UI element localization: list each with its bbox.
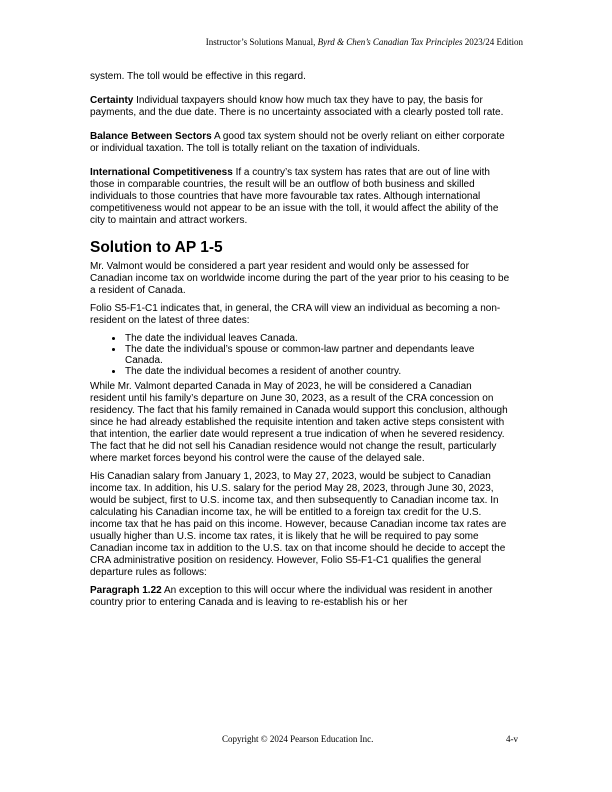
paragraph-international — [90, 167, 510, 227]
international-text: If a country’s tax system has rates that are out of line with those in comparable countries, the result will be an outflow of both business and skilled individuals to those countries that have more favourable tax rates. Although international competitiveness would not appear to be an issue with the toll, it would affect the ability of the city to maintain and attract workers. — [90, 167, 499, 226]
term-certainty: Certainty — [90, 95, 134, 106]
paragraph-continuation: system. The toll would be effective in this regard. — [90, 71, 306, 82]
header-edition: 2023/24 Edition — [462, 37, 523, 47]
bullet-list — [90, 333, 510, 377]
quote-paragraph-1-22 — [90, 585, 510, 609]
paragraph-salary: His Canadian salary from January 1, 2023, to May 27, 2023, would be subject to Canadian income tax. In addition, his U.S. salary for the period May 28, 2023, through June 30, 2023, would be subject, first to U.S. income tax, and then subsequently to Canadian income tax. In calculating his Canadian income tax, he will be entitled to a foreign tax credit for the U.S. income tax that he has paid on this income. However, because Canadian income tax rates are usually higher than U.S. income tax rates, it is likely that he will be required to pay some Canadian income tax in addition to the U.S. tax on that income should he decide to accept the CRA administrative position on residency. However, Folio S5-F1-C1 qualifies the general departure rules as follows: — [90, 471, 507, 578]
balance-text: A good tax system should not be overly reliant on either corporate or individual taxation. The toll is totally reliant on the taxation of individuals. — [90, 131, 505, 154]
page-number: 4-v — [506, 734, 518, 744]
paragraph-certainty — [90, 95, 510, 119]
running-header — [206, 37, 523, 47]
paragraph-balance — [90, 131, 510, 155]
header-book-title: Byrd & Chen’s Canadian Tax Principles — [317, 37, 463, 47]
term-international: International Competitiveness — [90, 167, 233, 178]
certainty-text: Individual taxpayers should know how much tax they have to pay, the basis for payments, and the due date. There is no uncertainty associated with a clearly posted toll rate. — [90, 95, 504, 118]
header-prefix: Instructor’s Solutions Manual, — [205, 37, 318, 47]
quote-head: Paragraph 1.22 — [90, 585, 162, 596]
paragraph-folio: Folio S5-F1-C1 indicates that, in general, the CRA will view an individual as becoming a non-resident on the latest of three dates: — [90, 303, 501, 326]
paragraph-residency: While Mr. Valmont departed Canada in May of 2023, he will be considered a Canadian resident until his family’s departure on June 30, 2023, as a result of the CRA concession on residency. The fact that his family remained in Canada would support this conclusion, although since he had already established the requisite intention and taken active steps consistent with that intention, the earlier date would represent a true indication of when he severed residency. The fact that he did not sell his Canadian residence would not change the result, particularly where market forces beyond his control were the cause of the delayed sale. — [90, 381, 508, 464]
section-title: Solution to AP 1-5 — [90, 239, 223, 256]
footer-copyright: Copyright © 2024 Pearson Education Inc. — [222, 734, 374, 744]
term-balance: Balance Between Sectors — [90, 131, 212, 142]
bullet-item: • The date the individual leaves Canada. — [124, 333, 510, 344]
page-body — [90, 71, 510, 621]
bullet-item: • The date the individual becomes a resident of another country. — [124, 366, 510, 377]
paragraph-part-year: Mr. Valmont would be considered a part year resident and would only be assessed for Canadian income tax on worldwide income during the part of the year prior to his ceasing to be a resident of Canada. — [90, 261, 510, 296]
quote-text: An exception to this will occur where the individual was resident in another country prior to entering Canada and is leaving to re-establish his or her — [90, 585, 493, 608]
bullet-item: • The date the individual’s spouse or common-law partner and dependants leave Canada. — [124, 344, 510, 366]
